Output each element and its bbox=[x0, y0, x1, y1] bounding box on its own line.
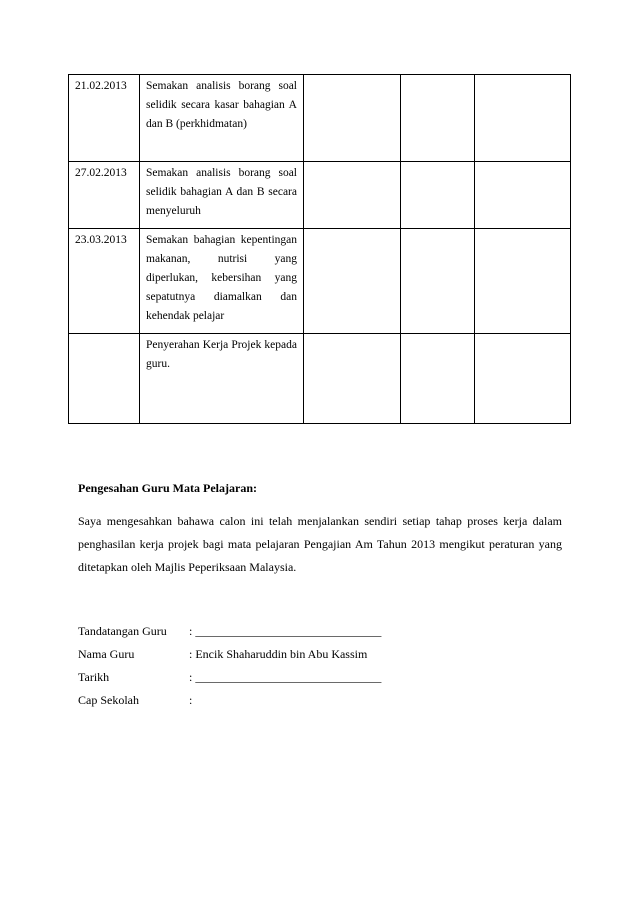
school-stamp-row bbox=[78, 692, 548, 708]
date-cell bbox=[69, 334, 140, 424]
empty-cell bbox=[304, 162, 401, 229]
progress-log-table bbox=[68, 74, 571, 424]
empty-cell bbox=[401, 75, 475, 162]
empty-cell bbox=[401, 162, 475, 229]
teacher-name-value: : Encik Shaharuddin bin Abu Kassim bbox=[189, 647, 368, 661]
date-label: Tarikh bbox=[78, 670, 110, 684]
teacher-name-label: Nama Guru bbox=[78, 647, 135, 661]
empty-cell bbox=[475, 229, 571, 334]
activity-cell: Semakan analisis borang soal selidik bahagian A dan B secara menyeluruh bbox=[140, 162, 304, 229]
date-cell: 27.02.2013 bbox=[69, 162, 140, 229]
empty-cell bbox=[475, 75, 571, 162]
empty-cell bbox=[304, 75, 401, 162]
signature-label: Tandatangan Guru bbox=[78, 624, 167, 638]
table-row bbox=[69, 75, 571, 162]
signature-row bbox=[78, 623, 548, 639]
empty-cell bbox=[401, 334, 475, 424]
verification-paragraph: Saya mengesahkan bahawa calon ini telah menjalankan sendiri setiap tahap proses kerja dalam penghasilan kerja projek bagi mata pelajaran Pengajian Am Tahun 2013 mengikut peraturan yang ditetapkan oleh Majlis Peperiksaan Malaysia. bbox=[78, 514, 562, 574]
table-row bbox=[69, 162, 571, 229]
empty-cell bbox=[304, 229, 401, 334]
date-cell: 23.03.2013 bbox=[69, 229, 140, 334]
school-stamp-label: Cap Sekolah bbox=[78, 693, 139, 707]
empty-cell bbox=[475, 162, 571, 229]
verification-heading: Pengesahan Guru Mata Pelajaran: bbox=[78, 481, 257, 495]
date-line: : _______________________________ bbox=[189, 670, 382, 684]
empty-cell bbox=[304, 334, 401, 424]
empty-cell bbox=[475, 334, 571, 424]
activity-cell: Semakan analisis borang soal selidik secara kasar bahagian A dan B (perkhidmatan) bbox=[140, 75, 304, 162]
teacher-name-row bbox=[78, 646, 548, 662]
school-stamp-value: : bbox=[189, 693, 193, 707]
table-row bbox=[69, 334, 571, 424]
empty-cell bbox=[401, 229, 475, 334]
activity-cell: Penyerahan Kerja Projek kepada guru. bbox=[140, 334, 304, 424]
table-row bbox=[69, 229, 571, 334]
signature-line: : _______________________________ bbox=[189, 624, 382, 638]
date-cell: 21.02.2013 bbox=[69, 75, 140, 162]
date-row bbox=[78, 669, 548, 685]
activity-cell: Semakan bahagian kepentingan makanan, nutrisi yang diperlukan, kebersihan yang sepatutnya diamalkan dan kehendak pelajar bbox=[140, 229, 304, 334]
